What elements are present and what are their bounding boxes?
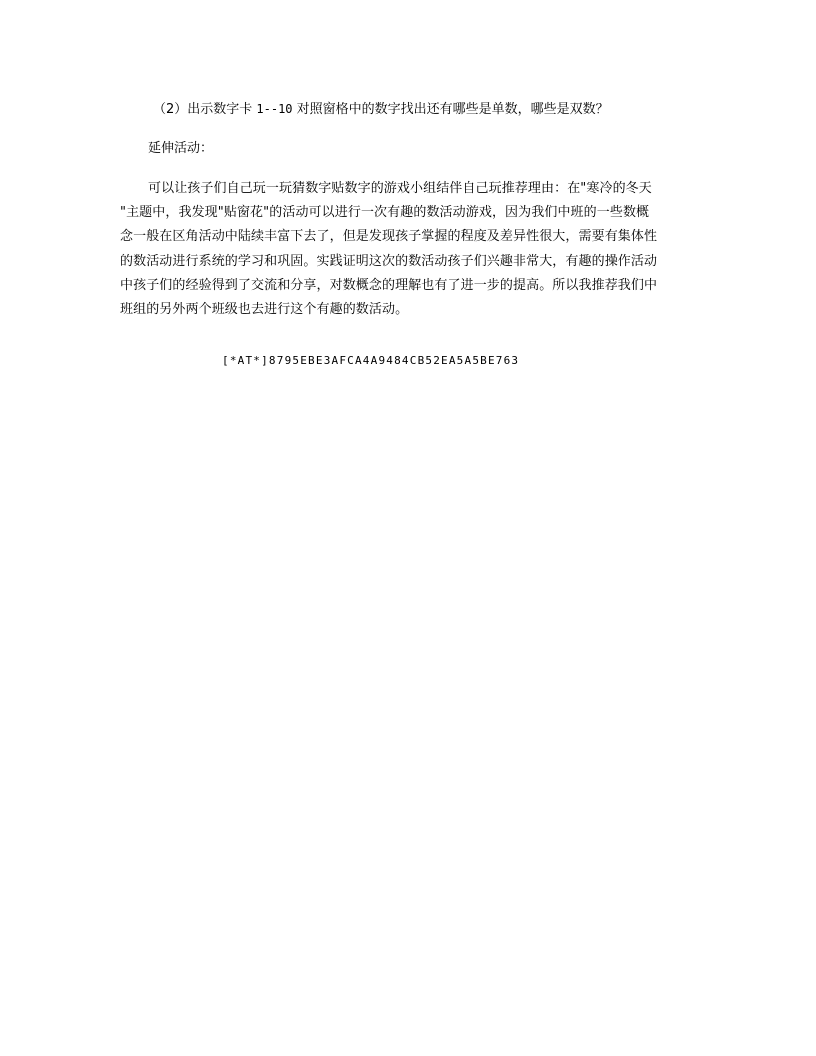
paragraph-line: 念一般在区角活动中陆续丰富下去了，但是发现孩子掌握的程度及差异性很大，需要有集体性 [120, 229, 658, 245]
paragraph-line: 可以让孩子们自己玩一玩猜数字贴数字的游戏小组结伴自己玩推荐理由：在"寒冷的冬天 [148, 181, 652, 196]
document-identifier-code: [*AT*]8795EBE3AFCA4A9484CB52EA5A5BE763 [222, 354, 520, 367]
item-prefix-text: （2）出示数字卡 [153, 102, 257, 117]
recommendation-paragraph [120, 177, 696, 322]
paragraph-line: 班组的另外两个班级也去进行这个有趣的数活动。 [120, 302, 409, 318]
paragraph-line: 中孩子们的经验得到了交流和分享，对数概念的理解也有了进一步的提高。所以我推荐我们中 [120, 277, 658, 293]
number-range-text: 1--10 [256, 102, 293, 116]
paragraph-line: 的数活动进行系统的学习和巩固。实践证明这次的数活动孩子们兴趣非常大，有趣的操作活动 [120, 253, 658, 269]
numbered-item-line [153, 97, 609, 122]
item-suffix-text: 对照窗格中的数字找出还有哪些是单数，哪些是双数？ [292, 102, 609, 117]
paragraph-line: "主题中，我发现"贴窗花"的活动可以进行一次有趣的数活动游戏，因为我们中班的一些数概 [120, 205, 650, 221]
extension-activity-heading: 延伸活动： [148, 141, 214, 156]
